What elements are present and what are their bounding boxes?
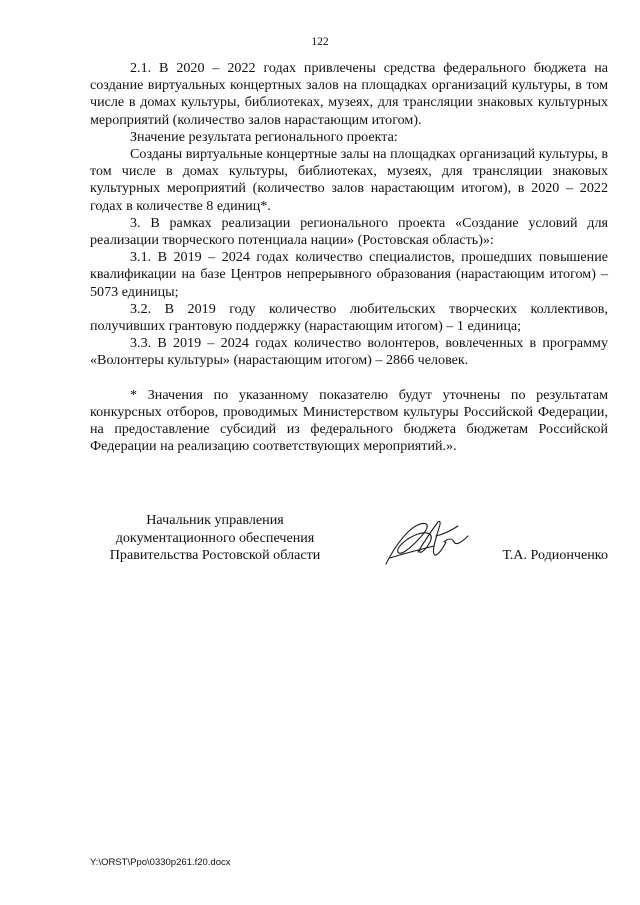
paragraph: 3. В рамках реализации регионального проекта «Создание условий для реализации творческого потенциала нации» (Ростовская область)»:	[90, 214, 608, 249]
paragraph: 2.1. В 2020 – 2022 годах привлечены средства федерального бюджета на создание виртуальных концертных залов на площадках организаций культуры, в том числе в домах культуры, библиотеках, музеях, для трансляции знаковых культурных мероприятий (количество залов нарастающим итогом).	[90, 60, 608, 128]
paragraph: Созданы виртуальные концертные залы на площадках организаций культуры, в том числе в домах культуры, библиотеках, музеях, для трансляции знаковых культурных мероприятий (количество залов нарастающим итогом), в 2020 – 2022 годах в количестве 8 единиц*.	[90, 146, 608, 214]
paragraph: Значение результата регионального проекта:	[130, 128, 398, 145]
signatory-title	[90, 512, 340, 565]
signatory-name: Т.А. Родионченко	[502, 547, 608, 563]
footer-file-path: Y:\ORST\Ppo\0330p261.f20.docx	[90, 857, 231, 868]
footnote-paragraph: * Значения по указанному показателю будут уточнены по результатам конкурсных отборов, проводимых Министерством культуры Российской Федерации, на предоставление субсидий из федерального бюджета бюджетам Российской Федерации на реализацию соответствующих мероприятий.».	[90, 386, 608, 455]
signatory-title-line: Правительства Ростовской области	[109, 547, 321, 564]
paragraph: 3.3. В 2019 – 2024 годах количество волонтеров, вовлеченных в программу «Волонтеры культуры» (нарастающим итогом) – 2866 человек.	[90, 335, 608, 369]
paragraph: 3.2. В 2019 году количество любительских творческих коллективов, получивших грантовую поддержку (нарастающим итогом) – 1 единица;	[90, 300, 608, 335]
signatory-title-line: документационного обеспечения	[115, 529, 315, 546]
handwritten-signature	[378, 512, 478, 572]
page-number: 122	[311, 36, 329, 48]
signature-block	[90, 512, 608, 582]
paragraph: 3.1. В 2019 – 2024 годах количество специалистов, прошедших повышение квалификации на базе Центров непрерывного образования (нарастающим итогом) – 5073 единицы;	[90, 249, 608, 300]
document-body	[90, 60, 608, 455]
signatory-title-line: Начальник управления	[146, 512, 284, 528]
